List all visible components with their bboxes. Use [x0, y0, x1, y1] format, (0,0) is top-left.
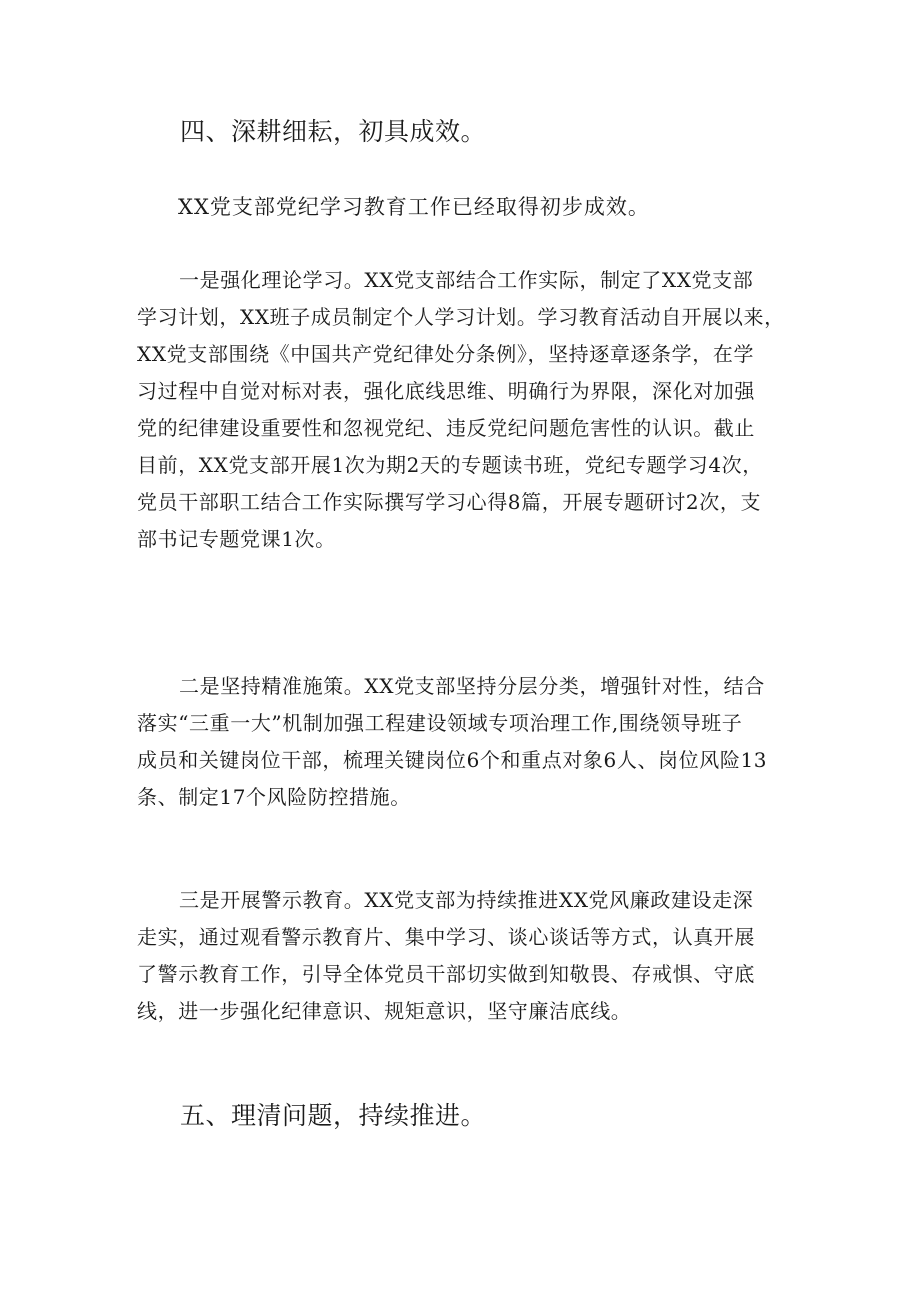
paragraph-line: 习过程中自觉对标对表，强化底线思维、明确行为界限，深化对加强: [137, 379, 755, 403]
paragraph-theory-study: [137, 262, 797, 558]
paragraph-line: 一是强化理论学习。XX党支部结合工作实际，制定了XX党支部: [179, 268, 754, 292]
paragraph-line: 了警示教育工作，引导全体党员干部切实做到知敬畏、存戒惧、守底: [137, 962, 755, 986]
paragraph-line: 目前，XX党支部开展1次为期2天的专题读书班，党纪专题学习4次，: [137, 453, 763, 477]
section-four-heading: 四、深耕细耘，初具成效。: [180, 117, 487, 146]
paragraph-line: XX党支部围绕《中国共产党纪律处分条例》，坚持逐章逐条学，在学: [137, 342, 755, 366]
paragraph-line: 成员和关键岗位干部，梳理关键岗位6个和重点对象6人、岗位风险13: [137, 748, 768, 772]
paragraph-precise-policy: [137, 668, 797, 816]
paragraph-line: 党员干部职工结合工作实际撰写学习心得8篇，开展专题研讨2次，支: [137, 490, 762, 514]
paragraph-line: 部书记专题党课1次。: [137, 527, 336, 551]
paragraph-line: 条、制定17个风险防控措施。: [137, 785, 411, 809]
paragraph-line: 二是坚持精准施策。XX党支部坚持分层分类，增强针对性，结合: [179, 674, 765, 698]
paragraph-line: 走实，通过观看警示教育片、集中学习、谈心谈话等方式，认真开展: [137, 925, 755, 949]
intro-paragraph: XX党支部党纪学习教育工作已经取得初步成效。: [178, 195, 650, 219]
paragraph-line: 学习计划，XX班子成员制定个人学习计划。学习教育活动自开展以来，: [137, 305, 785, 329]
section-five-heading: 五、理清问题，持续推进。: [180, 1101, 487, 1130]
paragraph-line: 三是开展警示教育。XX党支部为持续推进XX党风廉政建设走深: [179, 888, 754, 912]
paragraph-line: 线，进一步强化纪律意识、规矩意识，坚守廉洁底线。: [137, 999, 632, 1023]
paragraph-warning-education: [137, 882, 797, 1030]
paragraph-line: 落实“三重一大”机制加强工程建设领域专项治理工作,围绕领导班子: [137, 711, 743, 735]
paragraph-line: 党的纪律建设重要性和忽视党纪、违反党纪问题危害性的认识。截止: [137, 416, 755, 440]
